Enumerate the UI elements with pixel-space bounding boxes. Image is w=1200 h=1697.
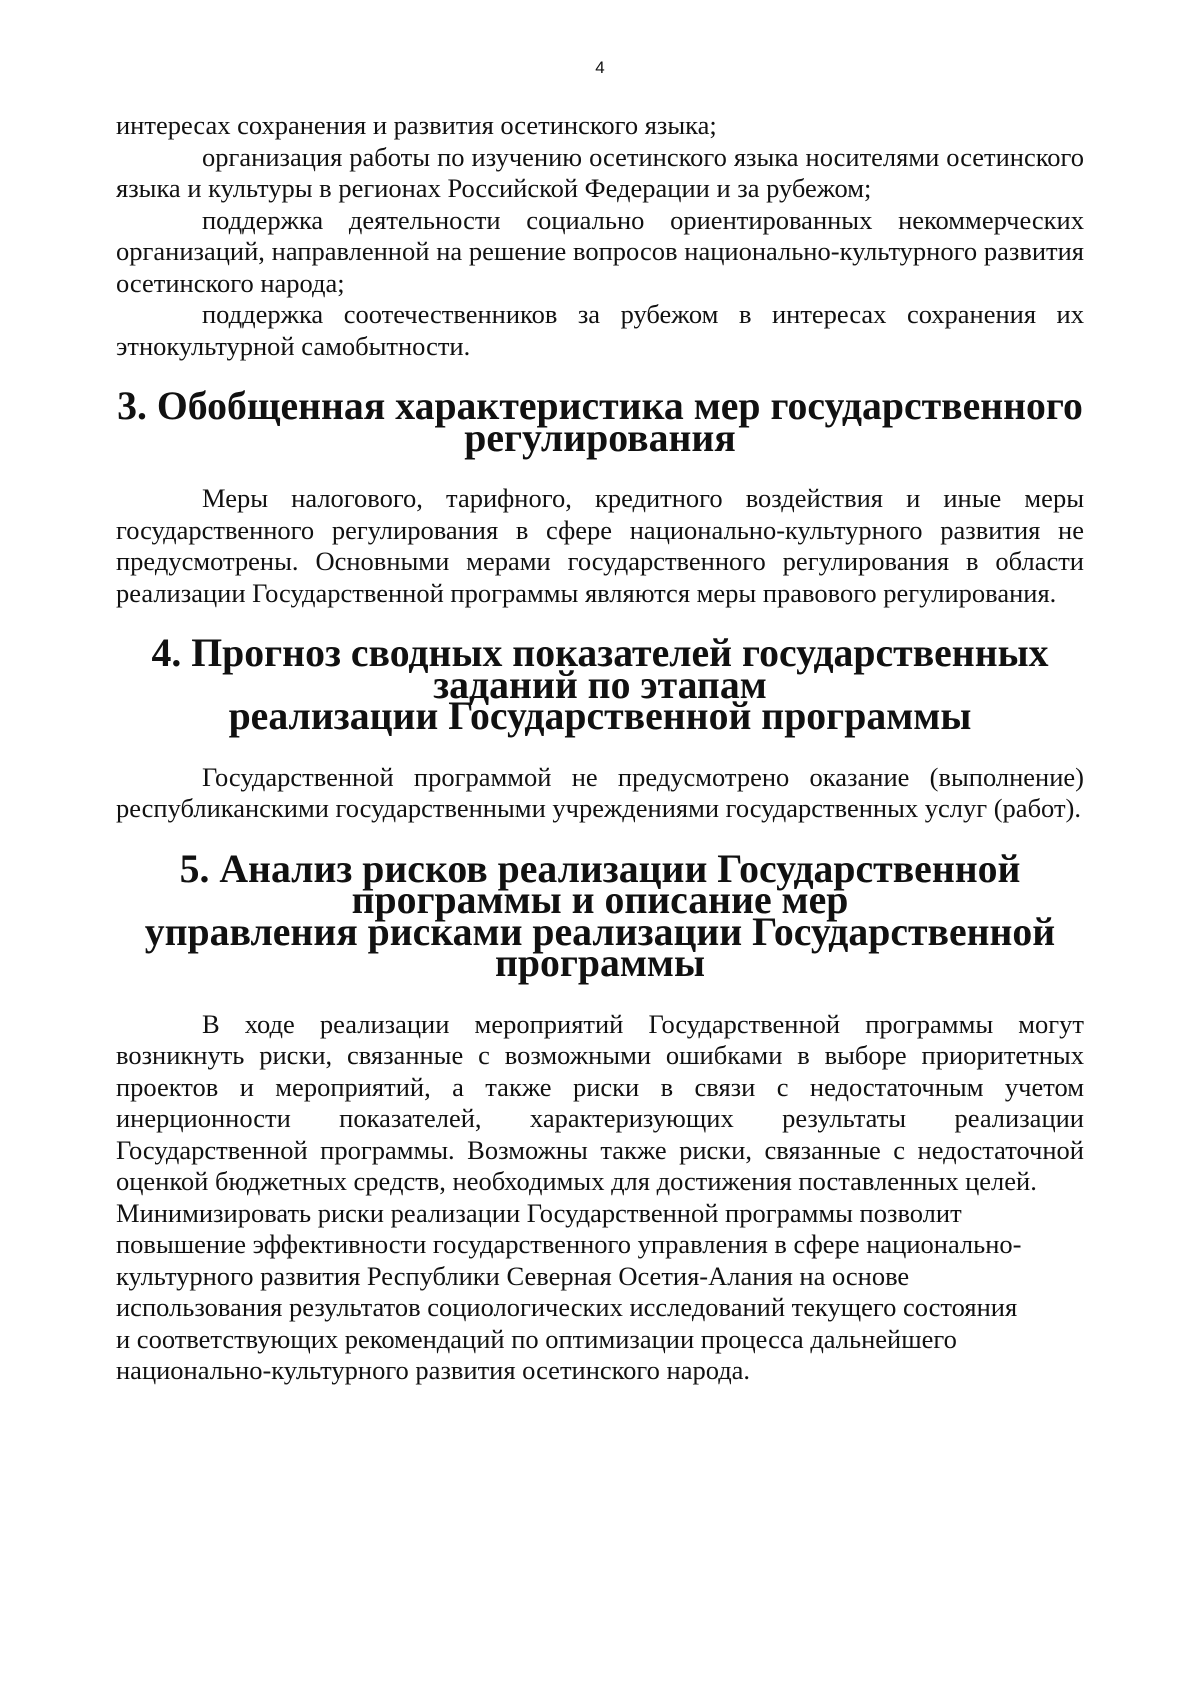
page-number: 4: [595, 58, 605, 77]
section-5-paragraph-2-line: национально-культурного развития осетинского народа.: [116, 1355, 751, 1385]
section-5-heading-line-2: управления рисками реализации Государственной программы: [144, 909, 1056, 985]
section-4-heading: [116, 631, 1084, 738]
section-5-heading-line-1: 5. Анализ рисков реализации Государственной программы и описание мер: [179, 846, 1021, 922]
intro-paragraph-continuation: интересах сохранения и развития осетинского языка;: [116, 110, 717, 140]
section-4-heading-line-1: 4. Прогноз сводных показателей государственных заданий по этапам: [151, 631, 1049, 707]
intro-paragraph: поддержка деятельности социально ориентированных некоммерческих организаций, направленной на решение вопросов национально-культурного развития осетинского народа;: [116, 204, 1084, 298]
section-4-paragraph: Государственной программой не предусмотрено оказание (выполнение) республиканскими государственными учреждениями государственных услуг (работ).: [116, 761, 1084, 823]
intro-paragraph: организация работы по изучению осетинского языка носителями осетинского языка и культуры в регионах Российской Федерации и за рубежом;: [116, 141, 1084, 203]
section-3-heading: 3. Обобщенная характеристика мер государственного регулирования: [117, 384, 1083, 460]
document-body: [116, 110, 1084, 1387]
section-5-heading: [116, 846, 1084, 985]
section-5-paragraph-2-line: повышение эффективности государственного управления в сфере национально-: [116, 1229, 1022, 1259]
section-5-paragraph-2-line: и соответствующих рекомендаций по оптимизации процесса дальнейшего: [116, 1323, 957, 1354]
section-5-paragraph-1: В ходе реализации мероприятий Государственной программы могут возникнуть риски, связанные с возможными ошибками в выборе приоритетных проектов и мероприятий, а также риски в связи с недостаточным учетом инерционности показателей, характеризующих результаты реализации Государственной программы. Возможны также риски, связанные с недостаточной оценкой бюджетных средств, необходимых для достижения поставленных целей.: [116, 1008, 1084, 1196]
section-4-heading-line-2: реализации Государственной программы: [228, 694, 972, 738]
section-5-paragraph-2-line: использования результатов социологических исследований текущего состояния: [116, 1292, 1018, 1322]
section-3-paragraph: Меры налогового, тарифного, кредитного воздействия и иные меры государственного регулирования в сфере национально-культурного развития не предусмотрены. Основными мерами государственного регулирования в области реализации Государственной программы являются меры правового регулирования.: [116, 483, 1084, 608]
section-5-paragraph-2-line: Минимизировать риски реализации Государственной программы позволит: [116, 1197, 962, 1228]
intro-paragraph: поддержка соотечественников за рубежом в интересах сохранения их этнокультурной самобытности.: [116, 299, 1084, 361]
section-5-paragraph-2-line: культурного развития Республики Северная Осетия-Алания на основе: [116, 1260, 910, 1291]
section-5-paragraph-2: [116, 1198, 1084, 1387]
